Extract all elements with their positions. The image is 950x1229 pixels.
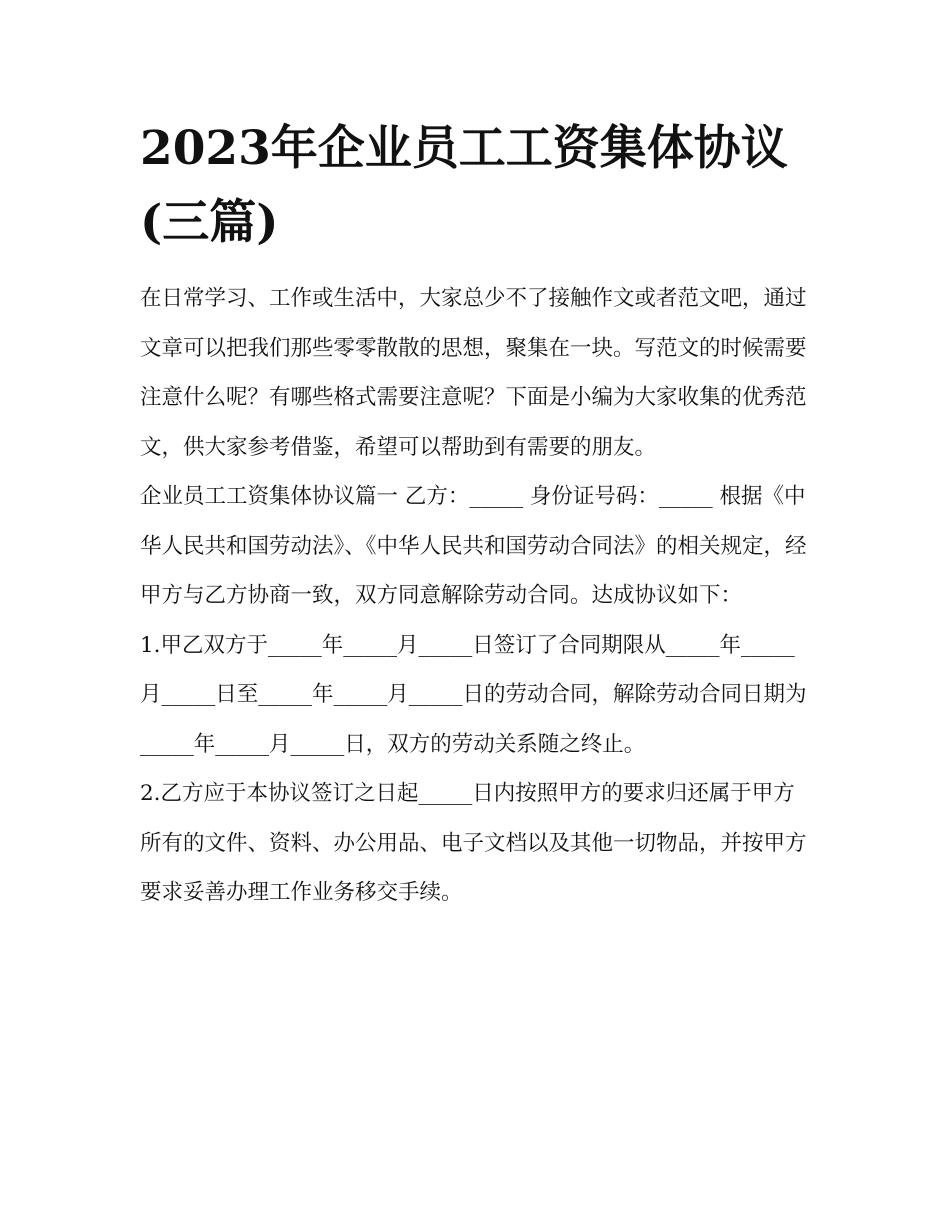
clause-2-paragraph: 2.乙方应于本协议签订之日起_____日内按照甲方的要求归还属于甲方所有的文件、资料、办公用品、电子文档以及其他一切物品，并按甲方要求妥善办理工作业务移交手续。 [140,781,807,905]
clause-1-paragraph: 1.甲乙双方于_____年_____月_____日签订了合同期限从_____年_____月_____日至_____年_____月_____日的劳动合同，解除劳动合同日期为_____年_____月_____日，双方的劳动关系随之终止。 [140,632,807,757]
agreement-header-paragraph: 企业员工工资集体协议篇一 乙方：_____ 身份证号码：_____ 根据《中华人民共和国劳动法》、《中华人民共和国劳动合同法》的相关规定，经甲方与乙方协商一致，双方同意解除劳动合同。达成协议如下： [140,484,807,608]
intro-paragraph: 在日常学习、工作或生活中，大家总少不了接触作文或者范文吧，通过文章可以把我们那些零零散散的思想，聚集在一块。写范文的时候需要注意什么呢？有哪些格式需要注意呢？下面是小编为大家收集的优秀范文，供大家参考借鉴，希望可以帮助到有需要的朋友。 [140,286,807,460]
document-page [140,112,812,918]
document-title: 2023年企业员工工资集体协议(三篇) [140,121,788,250]
document-body [140,274,812,918]
